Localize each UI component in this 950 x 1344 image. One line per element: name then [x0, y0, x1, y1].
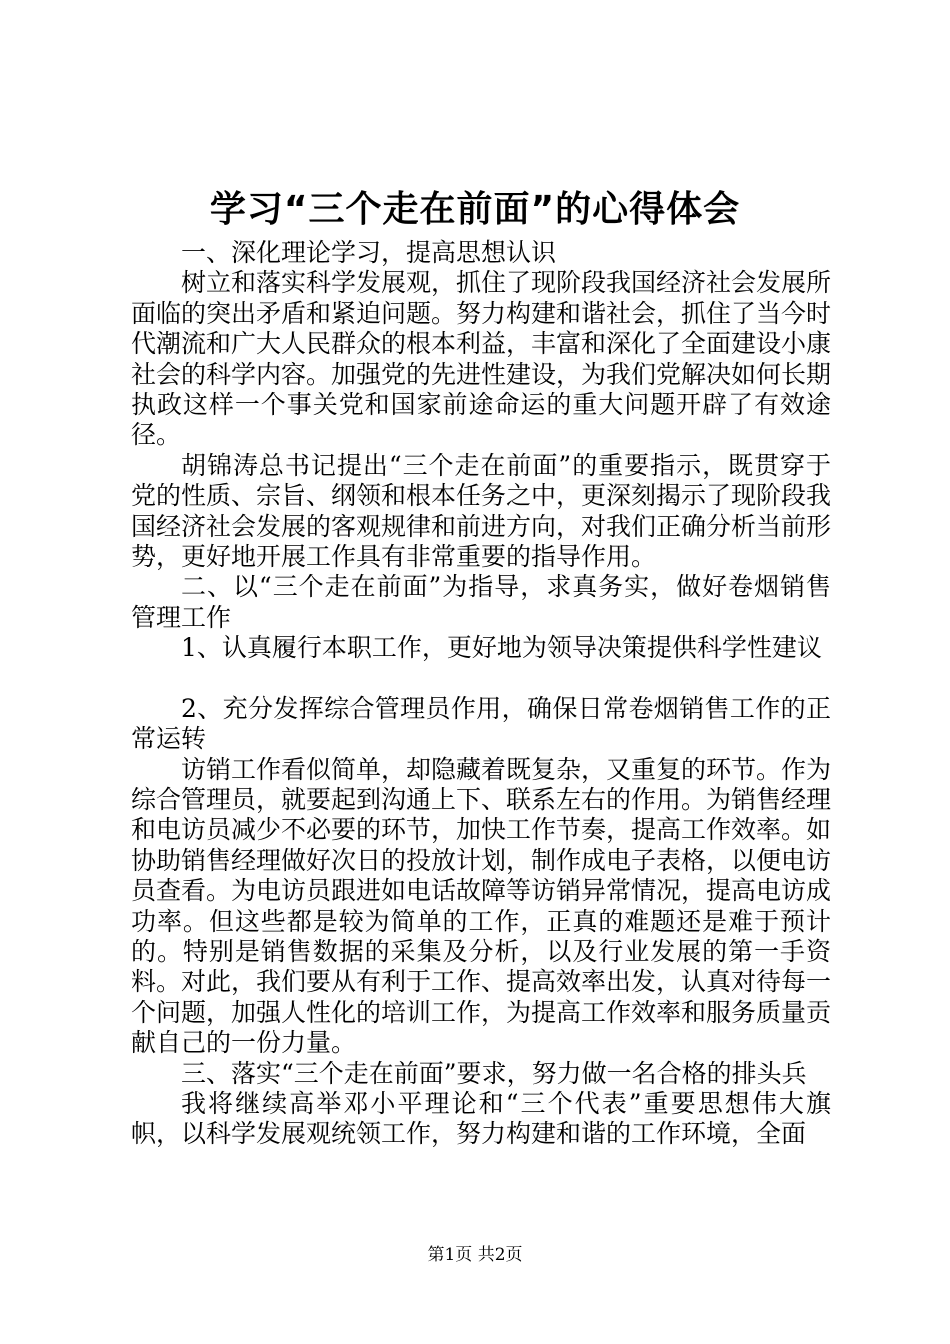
- paragraph: 树立和落实科学发展观，抓住了现阶段我国经济社会发展所面临的突出矛盾和紧迫问题。努力构建和谐社会，抓住了当今时代潮流和广大人民群众的根本利益，丰富和深化了全面建设小康社会的科学内容。加强党的先进性建设，为我们党解决如何长期执政这样一个事关党和国家前途命运的重大问题开辟了有效途径。: [131, 268, 832, 450]
- paragraph: 胡锦涛总书记提出“三个走在前面”的重要指示，既贯穿于党的性质、宗旨、纲领和根本任务之中，更深刻揭示了现阶段我国经济社会发展的客观规律和前进方向，对我们正确分析当前形势，更好地开展工作具有非常重要的指导作用。: [131, 450, 832, 572]
- section-heading-2: 二、以“三个走在前面”为指导，求真务实，做好卷烟销售管理工作: [131, 572, 831, 632]
- document-title: 学习“三个走在前面”的心得体会: [209, 189, 741, 230]
- section-heading-1: 一、深化理论学习，提高思想认识: [181, 238, 557, 267]
- page-footer: 第1页 共2页: [427, 1245, 523, 1265]
- blank-line: [131, 664, 831, 694]
- paragraph: 我将继续高举邓小平理论和“三个代表”重要思想伟大旗帜，以科学发展观统领工作，努力构建和谐的工作环境，全面: [131, 1088, 831, 1149]
- section-heading-3: 三、落实“三个走在前面”要求，努力做一名合格的排头兵: [181, 1058, 807, 1088]
- paragraph: 访销工作看似简单，却隐藏着既复杂，又重复的环节。作为综合管理员，就要起到沟通上下、联系左右的作用。为销售经理和电访员减少不必要的环节，加快工作节奏，提高工作效率。如协助销售经理做好次日的投放计划，制作成电子表格，以便电访员查看。为电访员跟进如电话故障等访销异常情况，提高电访成功率。但这些都是较为简单的工作，正真的难题还是难于预计的。特别是销售数据的采集及分析，以及行业发展的第一手资料。对此，我们要从有利于工作、提高效率出发，认真对待每一个问题，加强人性化的培训工作，为提高工作效率和服务质量贡献自己的一份力量。: [131, 754, 832, 1058]
- document-body: [131, 238, 831, 1150]
- subheading-1: 1、认真履行本职工作，更好地为领导决策提供科学性建议: [181, 633, 822, 663]
- subheading-2: 2、充分发挥综合管理员作用，确保日常卷烟销售工作的正常运转: [131, 693, 831, 754]
